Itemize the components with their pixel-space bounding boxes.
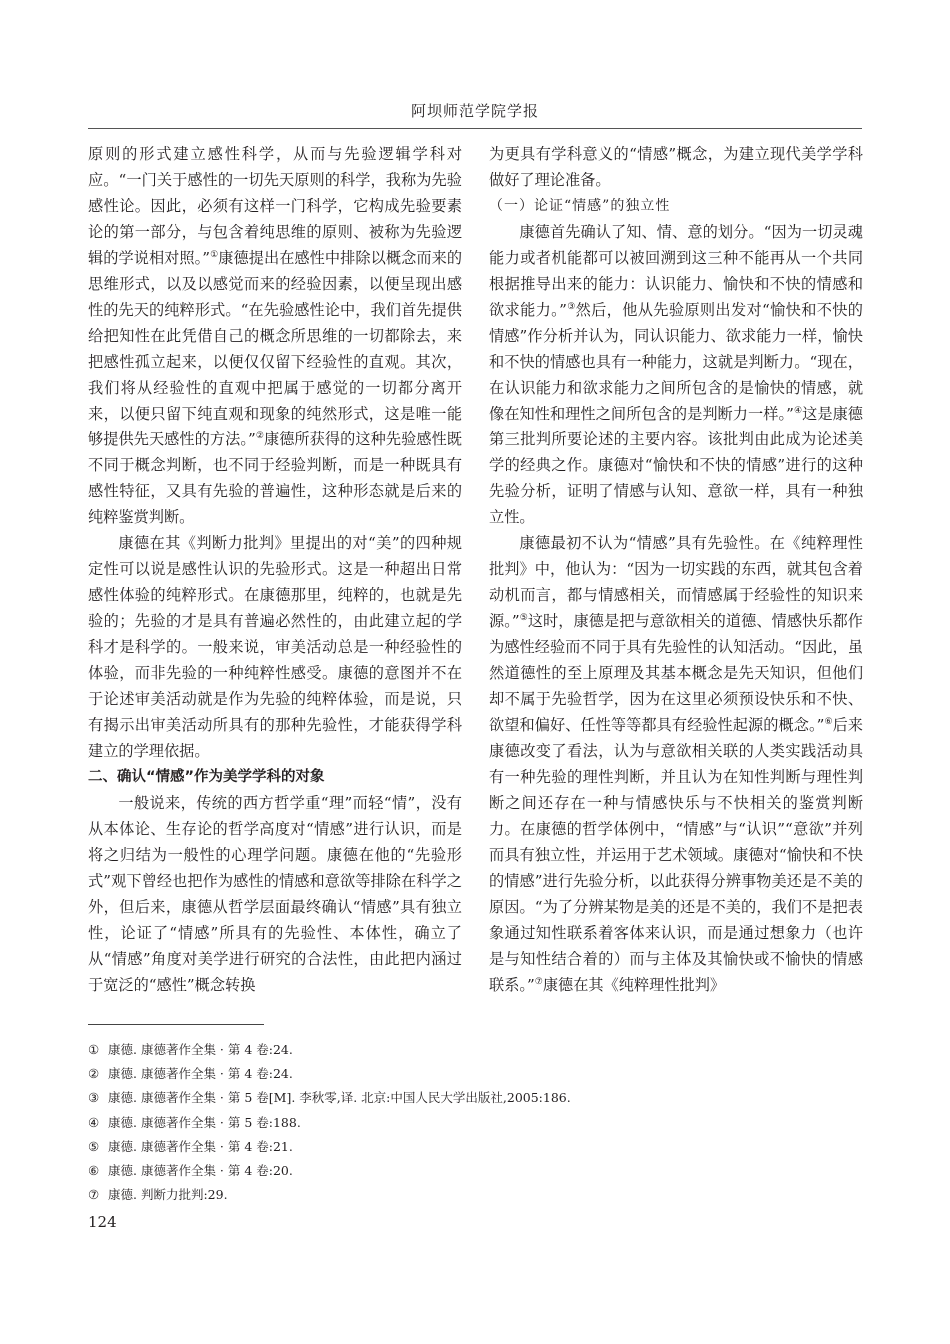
footnote-number: ③	[88, 1090, 100, 1106]
footnote-ref[interactable]: ①	[210, 249, 219, 260]
text-run: 然后，他从先验原则出发对“愉快和不快的情感”作分析并认为，同认识能力、欲求能力一样，愉快和不快的情感也具有一种能力，这就是判断力。“现在，在认识能力和欲求能力之间所包含的是愉快的情感，就像在知性和理性之间所包含的是判断力一样。”	[489, 300, 863, 423]
footnote-item	[88, 1135, 862, 1159]
footnote-item	[88, 1111, 862, 1135]
paragraph: 康德在其《判断力批判》里提出的对“美”的四种规定性可以说是感性认识的先验形式。这是一种超出日常感性体验的纯粹形式。在康德那里，纯粹的，也就是先验的；先验的才是具有普遍必然性的，由此建立起的学科才是科学的。一般来说，审美活动总是一种经验性的体验，而非先验的一种纯粹性感受。康德的意图并不在于论述审美活动就是作为先验的纯粹体验，而是说，只有揭示出审美活动所具有的那种先验性，才能获得学科建立的学理依据。	[88, 534, 462, 760]
paragraph	[489, 531, 863, 998]
footnote-item	[88, 1062, 862, 1086]
text-run: 康德首先确认了知、情、意的划分。“因为一切灵魂能力或者机能都可以被回溯到这三种不能再从一个共同根据推导出来的能力：认识能力、愉快和不快的情感和欲求能力。”	[489, 222, 863, 319]
text-run: 后来康德改变了看法，认为与意欲相关联的人类实践活动具有一种先验的理性判断，并且认为在知性判断与理性判断之间还存在一种与情感快乐与不快相关的鉴赏判断力。在康德的哲学体例中，“情感”与“认识”“意欲”并列而具有独立性，并运用于艺术领域。康德对“愉快和不快的情感”进行先验分析，以此获得分辨事物美还是不美的原因。“为了分辨某物是美的还是不美的，我们不是把表象通过知性联系着客体来认识，而是通过想象力（也许是与知性结合着的）而与主体及其愉快或不愉快的情感联系。”	[489, 715, 863, 994]
footnote-text: 康德. 康德著作全集 · 第 4 卷:20.	[108, 1163, 293, 1179]
paragraph: 为更具有学科意义的“情感”概念，为建立现代美学学科做好了理论准备。	[489, 145, 863, 189]
running-header	[88, 96, 862, 129]
footnote-text: 康德. 康德著作全集 · 第 5 卷:188.	[108, 1114, 301, 1130]
footnote-number: ⑤	[88, 1138, 100, 1154]
text-run: 这是康德第三批判所要论述的主要内容。该批判由此成为论述美学的经典之作。康德对“愉快和不快的情感”进行的这种先验分析，证明了情感与认知、意欲一样，具有一种独立性。	[489, 404, 863, 527]
footnote-ref[interactable]: ⑦	[534, 976, 543, 987]
footnote-ref[interactable]: ⑤	[519, 613, 528, 624]
journal-title: 阿坝师范学院学报	[410, 102, 539, 120]
footnote-text: 康德. 康德著作全集 · 第 4 卷:24.	[108, 1066, 293, 1082]
footnote-text: 康德. 康德著作全集 · 第 5 卷[M]. 李秋零,译. 北京:中国人民大学出版社,2005:186.	[108, 1090, 571, 1106]
text-run: 康德提出在感性中排除以概念而来的思维形式，以及以感觉而来的经验因素，以便呈现出感性的先天的纯粹形式。“在先验感性论中，我们首先提供给把知性在此凭借自己的概念所思维的一切都除去，来把感性孤立起来，以便仅仅留下经验性的直观。其次，我们将从经验性的直观中把属于感觉的一切都分离开来，以便只留下纯直观和现象的纯然形式，这是唯一能够提供先天感性的方法。”	[88, 248, 463, 449]
section-heading: 二、确认“情感”作为美学学科的对象	[88, 768, 325, 785]
footnote-text: 康德. 康德著作全集 · 第 4 卷:21.	[108, 1138, 293, 1154]
subsection-heading: （一）论证“情感”的独立性	[489, 197, 671, 214]
footnotes	[88, 1038, 862, 1207]
text-run: 康德所获得的这种先验感性既不同于概念判断，也不同于经验判断，而是一种既具有感性特征，又具有先验的普遍性，这种形态就是后来的纯粹鉴赏判断。	[88, 430, 462, 527]
footnote-ref[interactable]: ③	[566, 301, 576, 312]
footnote-text: 康德. 康德著作全集 · 第 4 卷:24.	[108, 1042, 293, 1057]
left-column	[88, 142, 462, 998]
paragraph	[489, 220, 863, 531]
footnote-item	[88, 1038, 862, 1062]
footnote-item	[88, 1086, 862, 1110]
text-run: 康德在其《纯粹理性批判》	[542, 975, 726, 994]
paragraph	[88, 142, 462, 531]
footnote-divider	[88, 1024, 264, 1025]
paragraph: 一般说来，传统的西方哲学重“理”而轻“情”，没有从本体论、生存论的哲学高度对“情感”进行认识，而是将之归结为一般性的心理学问题。康德在他的“先验形式”观下曾经也把作为感性的情感和意欲等排除在科学之外，但后来，康德从哲学层面最终确认“情感”具有独立性，论证了“情感”所具有的先验性、本体性，确立了从“情感”角度对美学进行研究的合法性，由此把内涵过于宽泛的“感性”概念转换	[88, 793, 462, 994]
footnote-item	[88, 1159, 862, 1183]
footnote-text: 康德. 判断力批判:29.	[108, 1187, 228, 1203]
footnote-number: ⑥	[88, 1163, 100, 1179]
text-run: 这时，康德是把与意欲相关的道德、情感快乐都作为感性经验而不同于具有先验性的认知活动。“因此，虽然道德性的至上原理及其基本概念是先天知识，但他们却不属于先验哲学，因为在这里必须预设快乐和不快、欲望和偏好、任性等等都具有经验性起源的概念。”	[489, 612, 863, 734]
footnote-ref[interactable]: ④	[793, 405, 803, 416]
footnote-number: ②	[88, 1066, 100, 1082]
text-run: 康德最初不认为“情感”具有先验性。在《纯粹理性批判》中，他认为：“因为一切实践的东西，就其包含着动机而言，都与情感相关，而情感属于经验性的知识来源。”	[489, 534, 863, 631]
footnote-number: ①	[88, 1042, 100, 1057]
footnote-ref[interactable]: ②	[255, 431, 264, 442]
footnote-number: ⑦	[88, 1187, 100, 1203]
footnote-number: ④	[88, 1114, 100, 1130]
footnote-ref[interactable]: ⑥	[824, 716, 833, 727]
text-run: 原则的形式建立感性科学，从而与先验逻辑学科对应。“一门关于感性的一切先天原则的科学，我称为先验感性论。因此，必须有这样一门科学，它构成先验要素论的第一部分，与包含着纯思维的原则、被称为先验逻辑的学说相对照。”	[88, 145, 462, 267]
footnote-item	[88, 1183, 862, 1207]
page-number: 124	[88, 1213, 117, 1231]
right-column	[489, 142, 863, 998]
